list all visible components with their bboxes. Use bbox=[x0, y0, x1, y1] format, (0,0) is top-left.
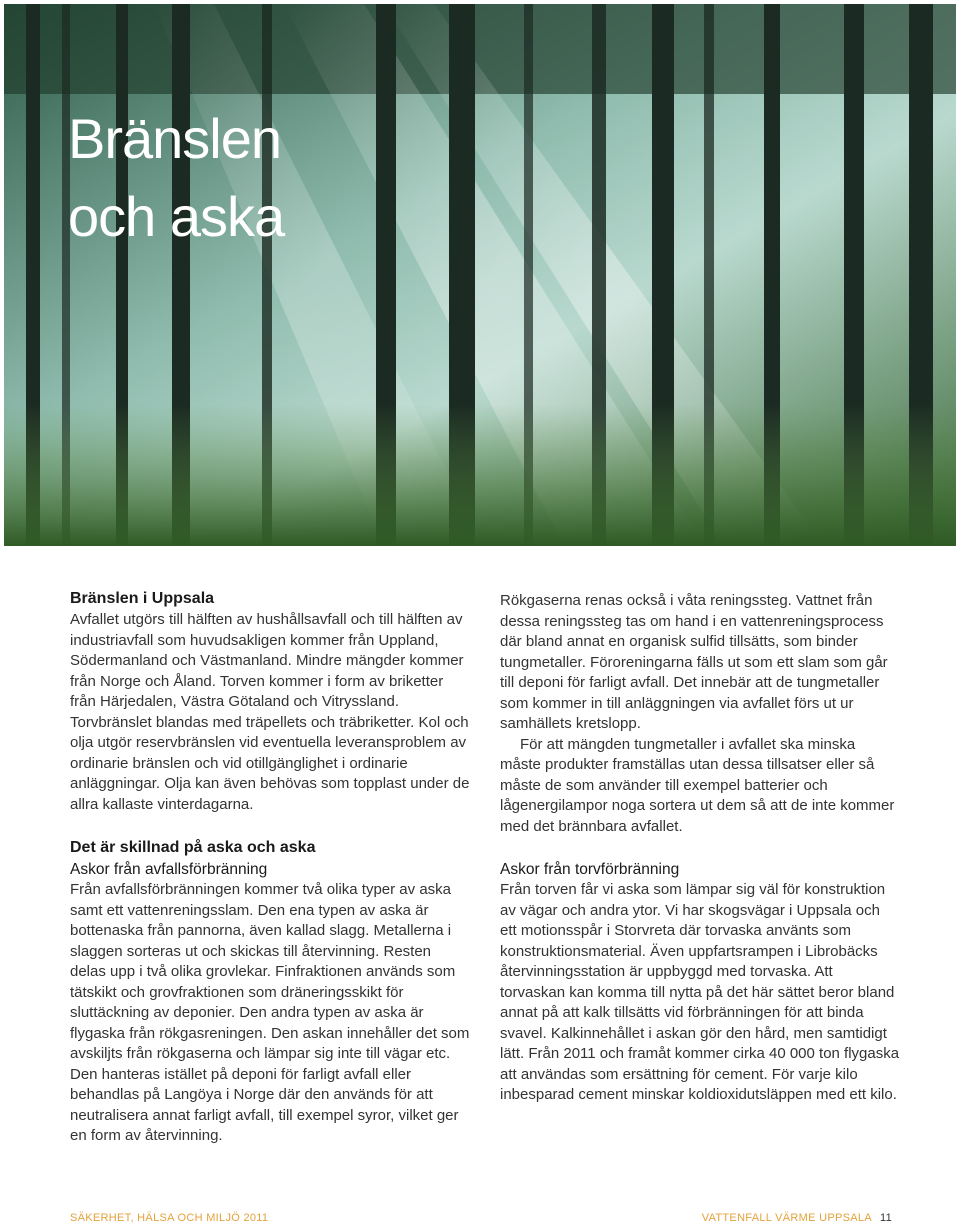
forest-illustration bbox=[4, 4, 956, 546]
footer-publisher: VATTENFALL VÄRME UPPSALA bbox=[701, 1212, 872, 1224]
page-number: 11 bbox=[879, 1212, 892, 1224]
footer-right bbox=[702, 1212, 892, 1224]
hero-forest-image bbox=[4, 4, 956, 546]
section-body-fuels: Avfallet utgörs till hälften av hushållsavfall och till hälften av industriavfall som huvudsakligen kommer från Uppland, Södermanland och Västmanland. Mindre mängder kommer från Norge och Åland. Torven kommer i form av briketter från Härjedalen, Västra Götaland och Vitryssland. Torvbränslet blandas med träpellets och träbriketter. Kol och olja utgör reservbränslen vid eventuella leveransproblem av ordinarie bränslen och vid otillgänglighet i ordinarie anläggningar. Olja kan även behövas som topplast under de allra kallaste vinterdagarna. bbox=[70, 611, 470, 813]
section-heading-ash: Det är skillnad på aska och aska bbox=[70, 839, 316, 856]
subheading-waste-ash: Askor från avfallsförbränning bbox=[70, 861, 268, 878]
paragraph-flue-gas: Rökgaserna renas också i våta reningssteg. Vattnet från dessa reningssteg tas om hand i en vattenreningsprocess där bland annat en organisk sulfid tillsätts, som binder tungmetaller. Föroreningarna fälls ut som ett slam som går till deponi för farligt avfall. Det innebär att de tungmetaller som kommer in till anläggningen via avfallet förs ut ur samhällets kretslopp. bbox=[500, 592, 888, 732]
section-body-waste-ash: Från avfallsförbränningen kommer två olika typer av aska samt ett vattenreningsslam. Den ena typen av aska är bottenaska från pannorna, även kallad slagg. Metallerna i slaggen sorteras ut och skickas till återvinning. Resten delas upp i två olika grovlekar. Finfraktionen används som tätskikt och grovfraktionen som dräneringsskikt för sluttäckning av deponier. Den andra typen av aska är flygaska från rökgasreningen. Den askan innehåller det som avskiljts från rökgaserna och lämpar sig inte till vägar etc. Den hanteras istället på deponi för farligt avfall eller behandlas på Langöya i Norge där den används för att neutralisera annat farligt avfall, till exempel syror, vilket ger en form av återvinning. bbox=[70, 881, 470, 1144]
page-title bbox=[68, 100, 284, 256]
section-heading-fuels: Bränslen i Uppsala bbox=[70, 590, 215, 607]
footer-left: SÄKERHET, HÄLSA OCH MILJÖ 2011 bbox=[70, 1212, 269, 1224]
left-column bbox=[70, 588, 470, 1147]
section-body-peat-ash: Från torven får vi aska som lämpar sig väl för konstruktion av vägar och andra ytor. Vi har skogsvägar i Uppsala och ett motionsspår i Storvreta där torvaska använts som konstruktionsmaterial. Även uppfartsrampen i Librobäcks återvinningsstation är uppbyggd med torvaska. Att torvaskan kan komma till nytta på det här sättet beror bland annat på att kalk tillsätts vid förbränningen för att binda svavel. Kalkinnehållet i askan gör den hård, men samtidigt lätt. Från 2011 och framåt kommer cirka 40 000 ton flygaska att användas som ersättning för cement. För varje kilo inbesparad cement minskar koldioxidutsläppen med ett kilo. bbox=[500, 881, 900, 1103]
right-column bbox=[500, 591, 900, 1106]
paragraph-heavy-metals: För att mängden tungmetaller i avfallet ska minska måste produkter framställas utan dessa tillsatser eller så måste de som använder till exempel batterier och lågenergilampor noga sortera ut dem så att de inte kommer med det brännbara avfallet. bbox=[500, 735, 895, 835]
title-line-1: Bränslen bbox=[68, 107, 282, 170]
title-line-2: och aska bbox=[68, 185, 285, 248]
subheading-peat-ash: Askor från torvförbränning bbox=[500, 861, 680, 878]
